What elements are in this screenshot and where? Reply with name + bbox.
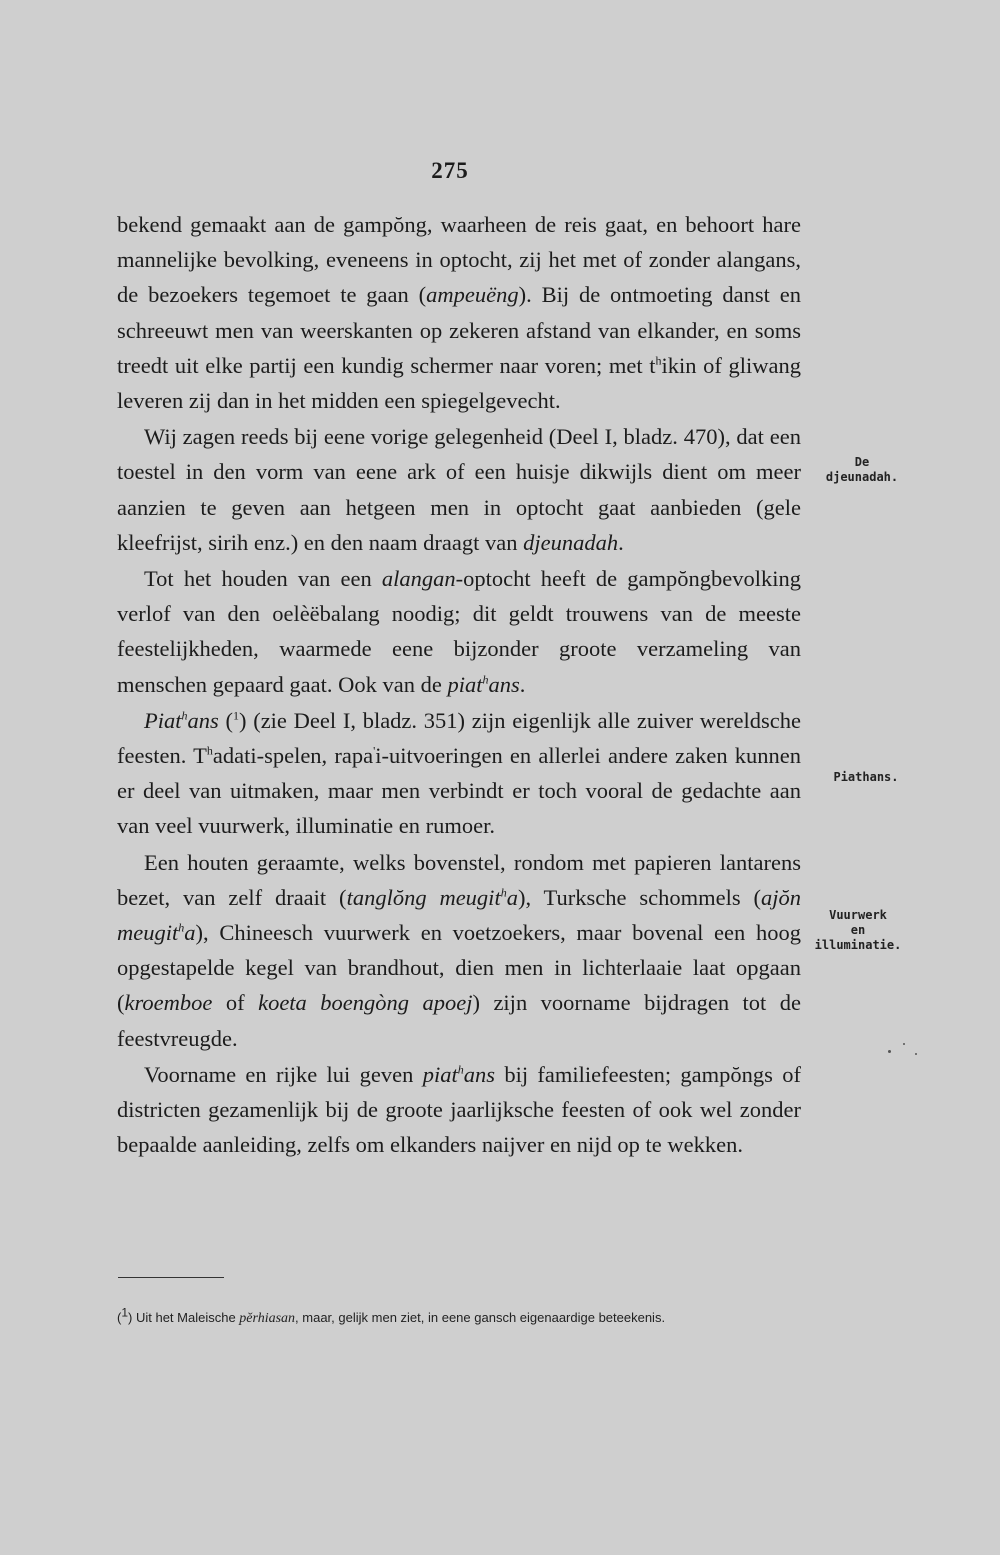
margin-note-line: illuminatie. [814, 938, 902, 952]
text-run: ). Bij de ontmoeting danst en schreeuwt men van weerskanten op zekeren afstand van elkander, en soms treedt uit elke partij een kundig schermer naar voren; met t [117, 282, 801, 378]
text-run: h [206, 743, 213, 758]
text-run: ampeuëng [426, 282, 519, 308]
text-run: a [184, 920, 196, 946]
text-run: Piat [144, 707, 182, 733]
paragraph-3 [117, 561, 801, 702]
footnote-run: pĕrhiasan [239, 1311, 296, 1326]
text-run: h [181, 708, 188, 723]
text-run: h [655, 353, 662, 368]
text-run: tanglŏng meugit [346, 884, 501, 910]
text-run: adati-spelen, rapa [212, 743, 374, 769]
text-run: piat [447, 671, 483, 697]
text-run: 1 [232, 708, 239, 723]
text-run: Voorname en rijke lui geven [144, 1061, 423, 1087]
margin-note-line: De [854, 455, 870, 469]
text-run: djeunadah [523, 529, 619, 555]
text-run: Wij zagen reeds bij eene vorige gelegenheid (Deel I, bladz. 470), dat een toestel in den vorm van eene ark of een huisje dikwijls dient om meer aanzien te geven aan hetgeen men in optocht gaat aanbieden (gele kleefrijst, sirih enz.) en den naam draagt van [117, 424, 801, 555]
text-run: ), Turksche schommels ( [517, 884, 761, 910]
body-text [117, 207, 801, 1162]
text-run: a [506, 884, 518, 910]
paragraph-4 [117, 703, 801, 844]
text-run: kroemboe [124, 990, 213, 1016]
text-run: Tot het houden van een [144, 566, 382, 592]
text-run: ans [187, 707, 219, 733]
text-run: ans [488, 671, 520, 697]
text-run: h [457, 1062, 464, 1077]
margin-note-djeunadah [812, 455, 912, 485]
text-run: . [519, 671, 526, 697]
footnote-run: ( [117, 1310, 122, 1325]
text-run: koeta boengòng apoej [258, 990, 473, 1016]
paragraph-5 [117, 845, 801, 1056]
text-run: ( [218, 707, 233, 733]
footnote-run: ) Uit het Maleische [128, 1310, 240, 1325]
paragraph-1 [117, 207, 801, 418]
footnote-1 [117, 1306, 803, 1331]
text-run: of [212, 990, 259, 1016]
margin-note-line: djeunadah. [825, 470, 899, 484]
margin-note-line: en [850, 923, 866, 937]
text-run: alangan [381, 566, 456, 592]
text-run: -optocht heeft de gampŏngbevolking verlof van den oelèëbalang noodig; dit geldt trouwens van de meeste feestelijkheden, waarmede eene bijzonder groote verzameling van menschen gepaard gaat. Ook van de [117, 566, 802, 697]
text-run: h [178, 920, 185, 935]
margin-note-line: Piathans. [833, 770, 899, 784]
text-run: ), Chineesch vuurwerk en voetzoekers, maar bovenal een hoog opgestapelde kegel van brandhout, dien men in lichterlaaie laat opgaan ( [117, 920, 801, 1016]
print-speck [903, 1043, 905, 1045]
print-speck [888, 1050, 891, 1053]
text-run: h [482, 672, 489, 687]
text-run: ' [373, 743, 376, 758]
text-run: Een houten geraamte, welks bovenstel, rondom met papieren lantarens bezet, van zelf draait ( [117, 849, 801, 910]
text-run: ) zijn voorname bijdragen tot de feestvreugde. [117, 990, 802, 1051]
text-run: i-uitvoeringen en allerlei andere zaken kunnen er deel van uitmaken, maar men verbindt er toch vooral de gedachte aan van veel vuurwerk, illuminatie en rumoer. [117, 743, 801, 839]
margin-note-vuurwerk [808, 908, 908, 953]
text-run: ans [463, 1061, 495, 1087]
text-run: ikin of gliwang leveren zij dan in het midden een spiegelgevecht. [117, 352, 801, 414]
footnote-run: 1 [121, 1305, 129, 1320]
margin-note-line: Vuurwerk [829, 908, 887, 922]
text-run: h [500, 885, 507, 900]
footnote-rule [118, 1277, 224, 1278]
footnote-run: , maar, gelijk men ziet, in eene gansch eigenaardige beteekenis. [295, 1310, 666, 1325]
paragraph-6 [117, 1057, 801, 1163]
text-run: ajŏn meugit [117, 884, 801, 946]
text-run: . [618, 529, 624, 555]
text-run: bekend gemaakt aan de gampŏng, waarheen de reis gaat, en behoort hare mannelijke bevolking, eveneens in optocht, zij het met of zonder alangans, de bezoekers tegemoet te gaan ( [117, 212, 801, 308]
page-number: 275 [431, 158, 469, 183]
text-run: bij familiefeesten; gampŏngs of districten gezamenlijk bij de groote jaarlijksche feesten of ook wel zonder bepaalde aanleiding, zelfs om elkanders naijver en nijd op te wekken. [117, 1061, 802, 1158]
margin-note-piathans [816, 770, 916, 785]
print-speck [915, 1053, 917, 1055]
text-run: ) (zie Deel I, bladz. 351) zijn eigenlijk alle zuiver wereldsche feesten. T [117, 707, 801, 769]
paragraph-2 [117, 419, 801, 560]
text-run: piat [422, 1061, 458, 1087]
